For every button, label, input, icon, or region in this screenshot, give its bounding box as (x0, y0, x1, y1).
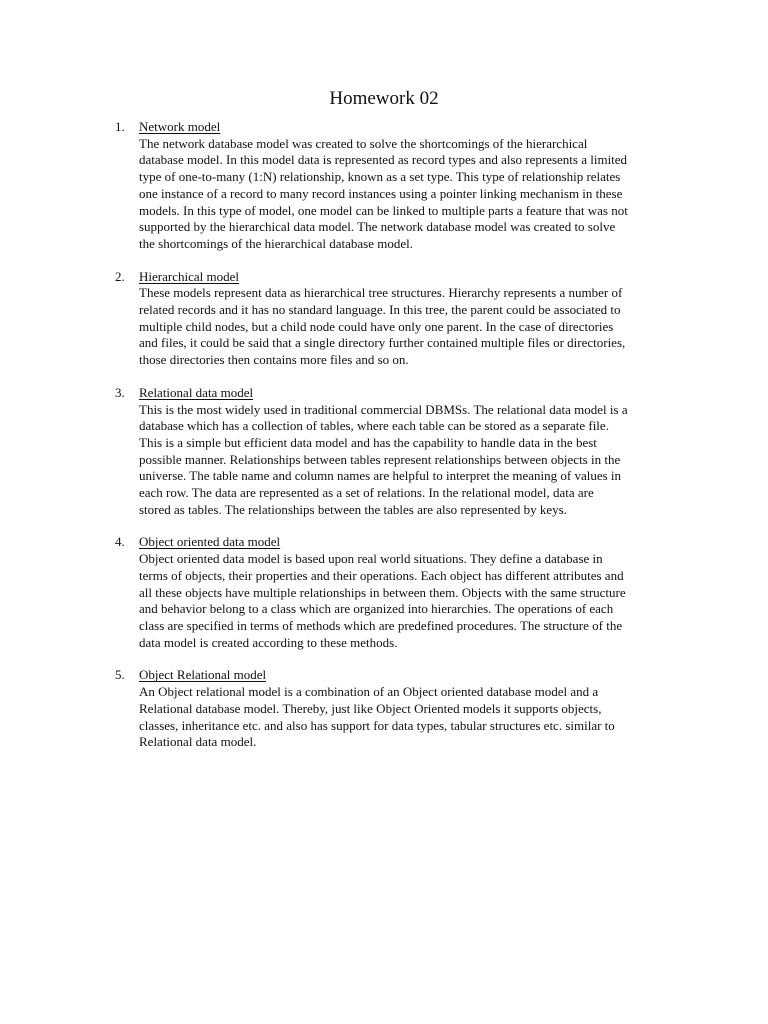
item-number: 1. (115, 119, 125, 134)
list-item (115, 269, 675, 369)
item-body: An Object relational model is a combination of an Object oriented database model and a Relational database model. Thereby, just like Object Oriented models it supports objects, classes, inheritance etc. and also has support for data types, tabular structures etc. similar to Relational data model. (139, 684, 615, 750)
list-item (115, 119, 675, 253)
item-number: 3. (115, 384, 125, 400)
item-heading: Hierarchical model (139, 268, 239, 284)
item-body: These models represent data as hierarchical tree structures. Hierarchy represents a number of related records and it has no standard language. In this tree, the parent could be associated to multiple child nodes, but a child node could have only one parent. In the case of directories and files, it could be said that a single directory further contained multiple files or directories, those directories then contains more files and so on. (139, 285, 626, 368)
item-number: 2. (115, 268, 125, 284)
item-heading: Object Relational model (139, 667, 267, 683)
list-item (115, 385, 675, 519)
list-item (115, 534, 675, 651)
document-title: Homework 02 (329, 88, 439, 109)
item-heading: Object oriented data model (139, 534, 281, 550)
item-number: 5. (115, 667, 125, 683)
model-list (115, 119, 675, 767)
item-body: This is the most widely used in traditional commercial DBMSs. The relational data model is a database which has a collection of tables, where each table can be stored as a separate file. This is a simple but efficient data model and has the capability to handle data in the best possible manner. Relationships between tables represent relationships between objects in the universe. The table name and column names are helpful to interpret the meaning of values in each row. The data are represented as a set of relations. In the relational model, data are stored as tables. The relationships between the tables are also represented by keys. (139, 401, 628, 517)
item-heading: Relational data model (139, 384, 254, 400)
item-body: Object oriented data model is based upon real world situations. They define a database in terms of objects, their properties and their operations. Each object has different attributes and all these objects have multiple relationships in between them. Objects with the same structure and behavior belong to a class which are organized into hierarchies. The operations of each class are specified in terms of methods which are predefined procedures. The structure of the data model is created according to these methods. (139, 551, 626, 650)
item-heading: Network model (139, 119, 221, 134)
list-item (115, 667, 675, 751)
item-body: The network database model was created to solve the shortcomings of the hierarchical database model. In this model data is represented as record types and also represents a limited type of one-to-many (1:N) relationship, known as a set type. This type of relationship relates one instance of a record to many record instances using a pointer linking mechanism in these models. In this type of model, one model can be linked to multiple parts a feature that was not supported by the hierarchical data model. The network database model was created to solve the shortcomings of the hierarchical database model. (139, 135, 628, 251)
item-number: 4. (115, 534, 125, 550)
